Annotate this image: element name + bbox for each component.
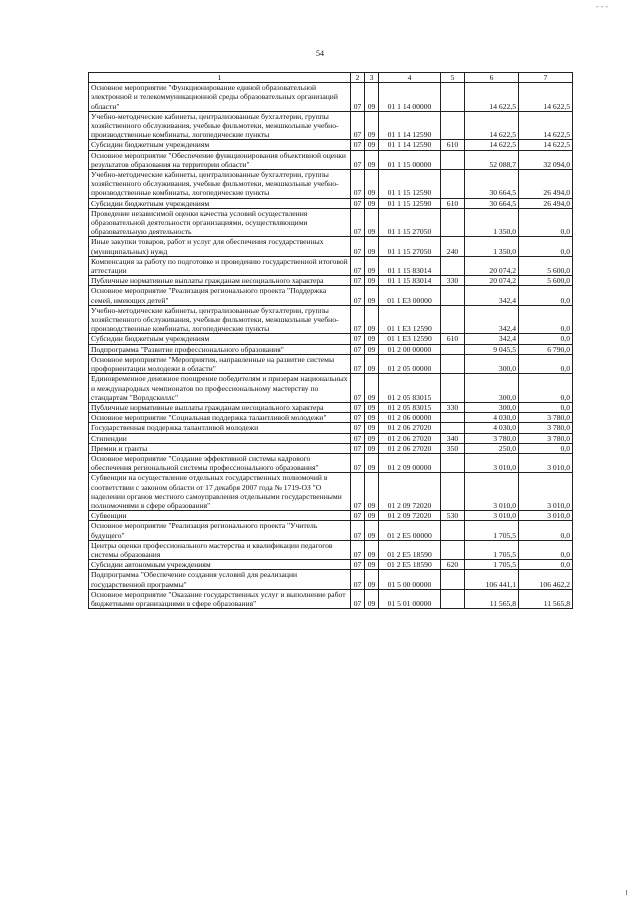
table-body xyxy=(89,83,573,609)
expense-type-cell xyxy=(441,83,465,112)
row-name-cell: Иные закупки товаров, работ и услуг для обеспечения государственных (муниципальных) нужд xyxy=(89,237,351,256)
amount-year1-cell: 14 622,5 xyxy=(465,111,519,140)
amount-year2-cell: 3 010,0 xyxy=(519,453,573,472)
table-row xyxy=(89,286,573,305)
subsection-code-cell: 09 xyxy=(365,473,379,511)
target-article-cell: 01 2 05 83015 xyxy=(379,374,441,403)
expense-type-cell: 350 xyxy=(441,443,465,453)
subsection-code-cell: 09 xyxy=(365,256,379,275)
row-name-cell: Основное мероприятие "Оказание государственных услуг и выполнение работ бюджетными организациями в сфере образования" xyxy=(89,589,351,608)
amount-year2-cell: 0,0 xyxy=(519,374,573,403)
expense-type-cell xyxy=(441,150,465,169)
table-row xyxy=(89,570,573,589)
subsection-code-cell: 09 xyxy=(365,286,379,305)
target-article-cell: 01 1 15 12590 xyxy=(379,170,441,199)
header-col-4: 4 xyxy=(379,73,441,83)
subsection-code-cell: 09 xyxy=(365,540,379,559)
target-article-cell: 01 2 05 83015 xyxy=(379,402,441,412)
section-code-cell: 07 xyxy=(351,198,365,208)
row-name-cell: Основное мероприятие "Создание эффективной системы кадрового обеспечения региональной системы профессионального образования" xyxy=(89,453,351,472)
amount-year2-cell: 32 094,0 xyxy=(519,150,573,169)
target-article-cell: 01 2 06 27020 xyxy=(379,443,441,453)
subsection-code-cell: 09 xyxy=(365,111,379,140)
table-row xyxy=(89,198,573,208)
target-article-cell: 01 1 E3 12590 xyxy=(379,305,441,334)
expense-type-cell xyxy=(441,344,465,354)
section-code-cell: 07 xyxy=(351,589,365,608)
table-row xyxy=(89,354,573,373)
row-name-cell: Стипендии xyxy=(89,433,351,443)
amount-year1-cell: 14 622,5 xyxy=(465,83,519,112)
row-name-cell: Единовременное денежное поощрение победителям и призерам национальных и международных чемпионатов по профессиональному мастерству по стандартам "Ворлдскиллс" xyxy=(89,374,351,403)
expense-type-cell xyxy=(441,286,465,305)
amount-year1-cell: 4 030,0 xyxy=(465,423,519,433)
row-name-cell: Основное мероприятие "Реализация регионального проекта "Поддержка семей, имеющих детей" xyxy=(89,286,351,305)
target-article-cell: 01 5 01 00000 xyxy=(379,589,441,608)
header-col-3: 3 xyxy=(365,73,379,83)
expense-type-cell xyxy=(441,374,465,403)
section-code-cell: 07 xyxy=(351,521,365,540)
amount-year1-cell: 342,4 xyxy=(465,334,519,344)
amount-year1-cell: 20 074,2 xyxy=(465,276,519,286)
table-row xyxy=(89,402,573,412)
amount-year1-cell: 106 441,1 xyxy=(465,570,519,589)
amount-year2-cell: 0,0 xyxy=(519,402,573,412)
table-row xyxy=(89,276,573,286)
header-col-5: 5 xyxy=(441,73,465,83)
row-name-cell: Премии и гранты xyxy=(89,443,351,453)
target-article-cell: 01 2 09 00000 xyxy=(379,453,441,472)
corner-mark: - - - xyxy=(596,2,608,11)
subsection-code-cell: 09 xyxy=(365,560,379,570)
section-code-cell: 07 xyxy=(351,83,365,112)
row-name-cell: Центры оценки профессионального мастерства и квалификации педагогов системы образования xyxy=(89,540,351,559)
amount-year1-cell: 30 664,5 xyxy=(465,170,519,199)
header-col-1: 1 xyxy=(89,73,351,83)
amount-year2-cell: 3 010,0 xyxy=(519,473,573,511)
amount-year2-cell: 0,0 xyxy=(519,237,573,256)
subsection-code-cell: 09 xyxy=(365,570,379,589)
section-code-cell: 07 xyxy=(351,286,365,305)
amount-year1-cell: 300,0 xyxy=(465,402,519,412)
subsection-code-cell: 09 xyxy=(365,402,379,412)
row-name-cell: Проведение независимой оценки качества условий осуществления образовательной деятельности организациями, осуществляющими образовательную деятельность xyxy=(89,208,351,237)
amount-year2-cell: 0,0 xyxy=(519,286,573,305)
amount-year2-cell: 0,0 xyxy=(519,334,573,344)
section-code-cell: 07 xyxy=(351,111,365,140)
subsection-code-cell: 09 xyxy=(365,170,379,199)
target-article-cell: 01 5 00 00000 xyxy=(379,570,441,589)
section-code-cell: 07 xyxy=(351,511,365,521)
section-code-cell: 07 xyxy=(351,423,365,433)
expense-type-cell xyxy=(441,473,465,511)
table-row xyxy=(89,208,573,237)
subsection-code-cell: 09 xyxy=(365,511,379,521)
expense-type-cell: 610 xyxy=(441,198,465,208)
amount-year2-cell: 0,0 xyxy=(519,540,573,559)
table-row xyxy=(89,237,573,256)
amount-year2-cell: 5 600,0 xyxy=(519,256,573,275)
expense-type-cell xyxy=(441,170,465,199)
expense-type-cell xyxy=(441,256,465,275)
expense-type-cell: 240 xyxy=(441,237,465,256)
section-code-cell: 07 xyxy=(351,344,365,354)
section-code-cell: 07 xyxy=(351,305,365,334)
section-code-cell: 07 xyxy=(351,433,365,443)
amount-year1-cell: 1 705,5 xyxy=(465,560,519,570)
header-col-6: 6 xyxy=(465,73,519,83)
subsection-code-cell: 09 xyxy=(365,433,379,443)
expense-type-cell xyxy=(441,111,465,140)
target-article-cell: 01 2 05 00000 xyxy=(379,354,441,373)
amount-year2-cell: 3 010,0 xyxy=(519,511,573,521)
amount-year2-cell: 3 780,0 xyxy=(519,413,573,423)
section-code-cell: 07 xyxy=(351,473,365,511)
section-code-cell: 07 xyxy=(351,453,365,472)
target-article-cell: 01 1 14 12590 xyxy=(379,111,441,140)
expense-type-cell xyxy=(441,208,465,237)
amount-year2-cell: 0,0 xyxy=(519,443,573,453)
row-name-cell: Основное мероприятие "Мероприятия, направленные на развитие системы профориентации молодежи в области" xyxy=(89,354,351,373)
target-article-cell: 01 1 15 83014 xyxy=(379,256,441,275)
row-name-cell: Публичные нормативные выплаты гражданам несоциального характера xyxy=(89,276,351,286)
subsection-code-cell: 09 xyxy=(365,423,379,433)
target-article-cell: 01 1 15 00000 xyxy=(379,150,441,169)
table-row xyxy=(89,256,573,275)
row-name-cell: Учебно-методические кабинеты, централизованные бухгалтерии, группы хозяйственного обслуживания, учебные фильмотеки, межшкольные учебно-производственные комбинаты, логопедические пункты xyxy=(89,170,351,199)
amount-year1-cell: 11 565,8 xyxy=(465,589,519,608)
amount-year2-cell: 11 565,8 xyxy=(519,589,573,608)
amount-year1-cell: 3 010,0 xyxy=(465,473,519,511)
amount-year2-cell: 3 780,0 xyxy=(519,423,573,433)
table-row xyxy=(89,374,573,403)
section-code-cell: 07 xyxy=(351,208,365,237)
target-article-cell: 01 1 15 12590 xyxy=(379,198,441,208)
amount-year1-cell: 342,4 xyxy=(465,305,519,334)
table-row xyxy=(89,413,573,423)
expense-type-cell xyxy=(441,521,465,540)
amount-year2-cell: 6 790,0 xyxy=(519,344,573,354)
target-article-cell: 01 2 E5 18590 xyxy=(379,560,441,570)
amount-year2-cell: 0,0 xyxy=(519,521,573,540)
subsection-code-cell: 09 xyxy=(365,344,379,354)
table-row xyxy=(89,473,573,511)
expense-type-cell: 620 xyxy=(441,560,465,570)
expense-type-cell xyxy=(441,570,465,589)
target-article-cell: 01 2 E5 18590 xyxy=(379,540,441,559)
row-name-cell: Учебно-методические кабинеты, централизованные бухгалтерии, группы хозяйственного обслуживания, учебные фильмотеки, межшкольные учебно-производственные комбинаты, логопедические пункты xyxy=(89,305,351,334)
amount-year1-cell: 300,0 xyxy=(465,374,519,403)
row-name-cell: Субвенции xyxy=(89,511,351,521)
row-name-cell: Субсидии бюджетным учреждениям xyxy=(89,198,351,208)
table-row xyxy=(89,453,573,472)
expense-type-cell xyxy=(441,540,465,559)
row-name-cell: Субвенции на осуществление отдельных государственных полномочий в соответствии с законом области от 17 декабря 2007 года № 1719-ОЗ "О наделении органов местного самоуправления отдельными государственными полномочиями в сфере образования" xyxy=(89,473,351,511)
table-row xyxy=(89,150,573,169)
expense-type-cell: 610 xyxy=(441,140,465,150)
amount-year1-cell: 1 705,5 xyxy=(465,521,519,540)
row-name-cell: Подпрограмма "Развитие профессионального образования" xyxy=(89,344,351,354)
section-code-cell: 07 xyxy=(351,374,365,403)
row-name-cell: Основное мероприятие "Социальная поддержка талантливой молодежи" xyxy=(89,413,351,423)
amount-year1-cell: 3 010,0 xyxy=(465,511,519,521)
target-article-cell: 01 1 15 27050 xyxy=(379,237,441,256)
table-row xyxy=(89,560,573,570)
amount-year2-cell: 14 622,5 xyxy=(519,111,573,140)
target-article-cell: 01 1 14 00000 xyxy=(379,83,441,112)
row-name-cell: Компенсация за работу по подготовке и проведению государственной итоговой аттестации xyxy=(89,256,351,275)
target-article-cell: 01 2 E5 00000 xyxy=(379,521,441,540)
table-row xyxy=(89,540,573,559)
target-article-cell: 01 2 00 00000 xyxy=(379,344,441,354)
row-name-cell: Подпрограмма "Обеспечение создания условий для реализации государственной программы" xyxy=(89,570,351,589)
target-article-cell: 01 2 09 72020 xyxy=(379,473,441,511)
row-name-cell: Субсидии бюджетным учреждениям xyxy=(89,334,351,344)
table-row xyxy=(89,423,573,433)
subsection-code-cell: 09 xyxy=(365,374,379,403)
target-article-cell: 01 1 14 12590 xyxy=(379,140,441,150)
amount-year2-cell: 26 494,0 xyxy=(519,170,573,199)
header-col-7: 7 xyxy=(519,73,573,83)
expense-type-cell xyxy=(441,305,465,334)
expense-type-cell xyxy=(441,423,465,433)
amount-year1-cell: 14 622,5 xyxy=(465,140,519,150)
target-article-cell: 01 2 06 27020 xyxy=(379,433,441,443)
section-code-cell: 07 xyxy=(351,560,365,570)
amount-year1-cell: 30 664,5 xyxy=(465,198,519,208)
amount-year2-cell: 0,0 xyxy=(519,560,573,570)
subsection-code-cell: 09 xyxy=(365,413,379,423)
subsection-code-cell: 09 xyxy=(365,198,379,208)
amount-year1-cell: 3 780,0 xyxy=(465,433,519,443)
table-row xyxy=(89,334,573,344)
header-col-2: 2 xyxy=(351,73,365,83)
budget-table xyxy=(88,72,573,609)
subsection-code-cell: 09 xyxy=(365,237,379,256)
table-row xyxy=(89,443,573,453)
subsection-code-cell: 09 xyxy=(365,354,379,373)
subsection-code-cell: 09 xyxy=(365,443,379,453)
table-row xyxy=(89,589,573,608)
amount-year1-cell: 342,4 xyxy=(465,286,519,305)
table-row xyxy=(89,83,573,112)
subsection-code-cell: 09 xyxy=(365,305,379,334)
amount-year1-cell: 300,0 xyxy=(465,354,519,373)
target-article-cell: 01 2 09 72020 xyxy=(379,511,441,521)
row-name-cell: Публичные нормативные выплаты гражданам несоциального характера xyxy=(89,402,351,412)
amount-year2-cell: 0,0 xyxy=(519,305,573,334)
subsection-code-cell: 09 xyxy=(365,208,379,237)
table-row xyxy=(89,511,573,521)
row-name-cell: Учебно-методические кабинеты, централизованные бухгалтерии, группы хозяйственного обслуживания, учебные фильмотеки, межшкольные учебно-производственные комбинаты, логопедические пункты xyxy=(89,111,351,140)
expense-type-cell: 530 xyxy=(441,511,465,521)
table-row xyxy=(89,344,573,354)
table-row xyxy=(89,170,573,199)
table-row xyxy=(89,433,573,443)
subsection-code-cell: 09 xyxy=(365,140,379,150)
target-article-cell: 01 1 15 27050 xyxy=(379,208,441,237)
table-header xyxy=(89,73,573,83)
amount-year1-cell: 52 088,7 xyxy=(465,150,519,169)
amount-year2-cell: 14 622,5 xyxy=(519,140,573,150)
page-number: 54 xyxy=(316,49,324,58)
amount-year1-cell: 250,0 xyxy=(465,443,519,453)
row-name-cell: Субсидии бюджетным учреждениям xyxy=(89,140,351,150)
amount-year1-cell: 3 010,0 xyxy=(465,453,519,472)
target-article-cell: 01 2 06 27020 xyxy=(379,423,441,433)
target-article-cell: 01 1 E3 12590 xyxy=(379,334,441,344)
amount-year2-cell: 106 462,2 xyxy=(519,570,573,589)
expense-type-cell: 340 xyxy=(441,433,465,443)
subsection-code-cell: 09 xyxy=(365,334,379,344)
row-name-cell: Государственная поддержка талантливой молодежи xyxy=(89,423,351,433)
amount-year2-cell: 0,0 xyxy=(519,208,573,237)
scan-edge-mark xyxy=(626,890,627,895)
amount-year2-cell: 3 780,0 xyxy=(519,433,573,443)
amount-year1-cell: 20 074,2 xyxy=(465,256,519,275)
subsection-code-cell: 09 xyxy=(365,83,379,112)
section-code-cell: 07 xyxy=(351,334,365,344)
expense-type-cell: 610 xyxy=(441,334,465,344)
table-row xyxy=(89,521,573,540)
section-code-cell: 07 xyxy=(351,413,365,423)
expense-type-cell xyxy=(441,354,465,373)
target-article-cell: 01 2 06 00000 xyxy=(379,413,441,423)
header-row xyxy=(89,73,573,83)
table-row xyxy=(89,140,573,150)
subsection-code-cell: 09 xyxy=(365,589,379,608)
target-article-cell: 01 1 E3 00000 xyxy=(379,286,441,305)
table-row xyxy=(89,111,573,140)
expense-type-cell xyxy=(441,453,465,472)
amount-year2-cell: 0,0 xyxy=(519,354,573,373)
subsection-code-cell: 09 xyxy=(365,521,379,540)
section-code-cell: 07 xyxy=(351,402,365,412)
section-code-cell: 07 xyxy=(351,256,365,275)
amount-year2-cell: 14 622,5 xyxy=(519,83,573,112)
amount-year1-cell: 1 705,5 xyxy=(465,540,519,559)
section-code-cell: 07 xyxy=(351,276,365,286)
section-code-cell: 07 xyxy=(351,150,365,169)
row-name-cell: Субсидии автономным учреждениям xyxy=(89,560,351,570)
expense-type-cell xyxy=(441,413,465,423)
expense-type-cell: 330 xyxy=(441,402,465,412)
row-name-cell: Основное мероприятие "Реализация регионального проекта "Учитель будущего" xyxy=(89,521,351,540)
amount-year1-cell: 1 350,0 xyxy=(465,237,519,256)
row-name-cell: Основное мероприятие "Функционирование единой образовательной электронной и телекоммуникационной среды образовательных организаций области" xyxy=(89,83,351,112)
amount-year2-cell: 26 494,0 xyxy=(519,198,573,208)
section-code-cell: 07 xyxy=(351,570,365,589)
section-code-cell: 07 xyxy=(351,540,365,559)
expense-type-cell xyxy=(441,589,465,608)
section-code-cell: 07 xyxy=(351,140,365,150)
expense-type-cell: 330 xyxy=(441,276,465,286)
section-code-cell: 07 xyxy=(351,237,365,256)
subsection-code-cell: 09 xyxy=(365,453,379,472)
amount-year1-cell: 1 350,0 xyxy=(465,208,519,237)
subsection-code-cell: 09 xyxy=(365,150,379,169)
subsection-code-cell: 09 xyxy=(365,276,379,286)
amount-year1-cell: 4 030,0 xyxy=(465,413,519,423)
amount-year1-cell: 9 045,5 xyxy=(465,344,519,354)
section-code-cell: 07 xyxy=(351,170,365,199)
section-code-cell: 07 xyxy=(351,443,365,453)
amount-year2-cell: 5 600,0 xyxy=(519,276,573,286)
section-code-cell: 07 xyxy=(351,354,365,373)
target-article-cell: 01 1 15 83014 xyxy=(379,276,441,286)
table-row xyxy=(89,305,573,334)
row-name-cell: Основное мероприятие "Обеспечение функционирования объективной оценки результатов образования на территории области" xyxy=(89,150,351,169)
